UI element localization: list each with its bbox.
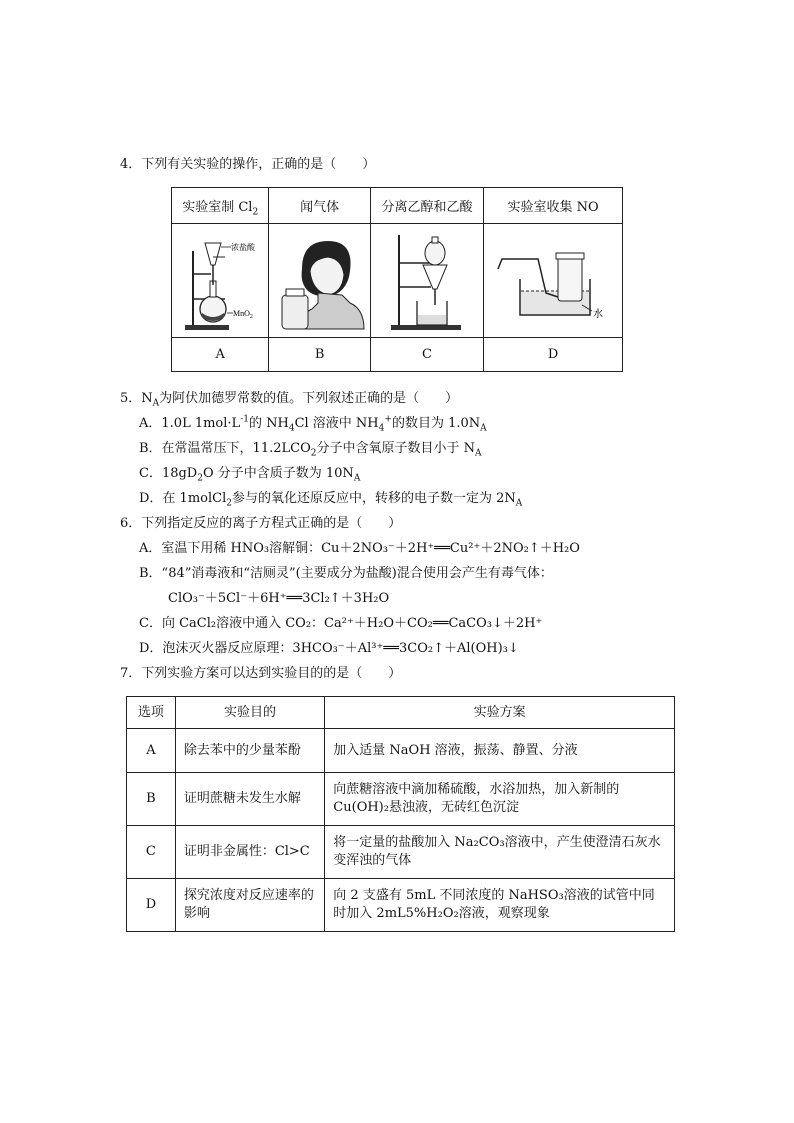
q6-option-b: B．“84”消毒液和“洁厕灵”(主要成分为盐酸)混合使用会产生有毒气体：	[139, 566, 553, 581]
q4-label-b: B	[269, 338, 371, 372]
q4-stem: 4．下列有关实验的操作，正确的是（ ）	[120, 157, 376, 172]
q6-stem: 6．下列指定反应的离子方程式正确的是（ ）	[120, 516, 402, 531]
q4-image-c	[370, 224, 483, 338]
mno2-label: MnO$_2$	[233, 308, 254, 320]
q7-row-goal: 除去苯中的少量苯酚	[175, 729, 324, 773]
q6-option-a: A．室温下用稀 HNO₃溶解铜：Cu＋2NO₃⁻＋2H⁺══Cu²⁺＋2NO₂↑＋H₂O	[139, 541, 580, 556]
q5-option-a: A．1.0L $1mol\cdot L^{-1}$的 $NH_4Cl$ 溶液中 $NH_4^+$的数目为 $1.0N_A$	[139, 414, 487, 434]
q4-header-c: 分离乙醇和乙酸	[370, 188, 483, 224]
q7-row-goal: 证明非金属性：Cl>C	[175, 826, 324, 879]
table-row	[127, 826, 675, 879]
q6-option-c: C．向 CaCl₂溶液中通入 CO₂：Ca²⁺＋H₂O＋CO₂══CaCO₃↓＋2H⁺	[139, 616, 543, 631]
table-row	[127, 729, 675, 773]
q7-row-goal: 探究浓度对反应速率的影响	[175, 879, 324, 932]
gas-collection-image	[490, 229, 616, 333]
q5-option-c: C．$18gD_2O$ 分子中含质子数为 $10N_A$	[139, 466, 361, 484]
q7-header-goal: 实验目的	[175, 697, 324, 729]
q5-option-b: B．在常温常压下，$11.2LCO_2$分子中含氧原子数目小于 $N_A$	[139, 441, 482, 459]
q7-row-plan: 向 2 支盛有 5mL 不同浓度的 NaHSO₃溶液的试管中同时加入 2mL5%H₂O₂溶液，观察现象	[325, 879, 675, 932]
chlorine-apparatus-image	[175, 229, 265, 333]
q4-header-a: 实验室制 $Cl_2$	[172, 188, 269, 224]
q7-row-option: C	[127, 826, 176, 879]
q7-row-plan: 加入适量 NaOH 溶液，振荡、静置、分液	[325, 729, 675, 773]
q6-option-d: D．泡沫灭火器反应原理：3HCO₃⁻＋Al³⁺══3CO₂↑＋Al(OH)₃↓	[139, 641, 519, 656]
q6-option-b-equation: ClO₃⁻＋5Cl⁻＋6H⁺══3Cl₂↑＋3H₂O	[168, 591, 390, 606]
q7-row-option: B	[127, 773, 176, 826]
hcl-label: 浓盐酸	[231, 242, 256, 252]
smelling-gas-image	[272, 229, 368, 333]
table-row	[127, 879, 675, 932]
q4-header-d: 实验室收集 NO	[484, 188, 623, 224]
q4-image-d	[484, 224, 623, 338]
q4-header-b: 闻气体	[269, 188, 371, 224]
table-row	[127, 773, 675, 826]
q5-stem: 5．$N_A$为阿伏加德罗常数的值。下列叙述正确的是（ ）	[120, 391, 459, 409]
q7-row-plan: 将一定量的盐酸加入 Na₂CO₃溶液中，产生使澄清石灰水变浑浊的气体	[325, 826, 675, 879]
water-label: 水	[593, 308, 604, 320]
q7-header-option: 选项	[127, 697, 176, 729]
q4-image-a	[172, 224, 269, 338]
q5-option-d: D．在 1molCl$_2$参与的氧化还原反应中，转移的电子数一定为 $2N_A$	[139, 491, 523, 509]
q4-image-b	[269, 224, 371, 338]
separatory-funnel-image	[375, 229, 479, 333]
q7-header-plan: 实验方案	[325, 697, 675, 729]
q7-row-option: D	[127, 879, 176, 932]
q7-table	[126, 696, 675, 932]
q4-table	[171, 187, 623, 372]
q7-stem: 7．下列实验方案可以达到实验目的的是（ ）	[120, 666, 402, 681]
q7-row-option: A	[127, 729, 176, 773]
q4-label-a: A	[172, 338, 269, 372]
q7-row-goal: 证明蔗糖未发生水解	[175, 773, 324, 826]
q4-label-c: C	[370, 338, 483, 372]
q4-label-d: D	[484, 338, 623, 372]
q7-row-plan: 向蔗糖溶液中滴加稀硫酸，水浴加热，加入新制的 Cu(OH)₂悬浊液，无砖红色沉淀	[325, 773, 675, 826]
